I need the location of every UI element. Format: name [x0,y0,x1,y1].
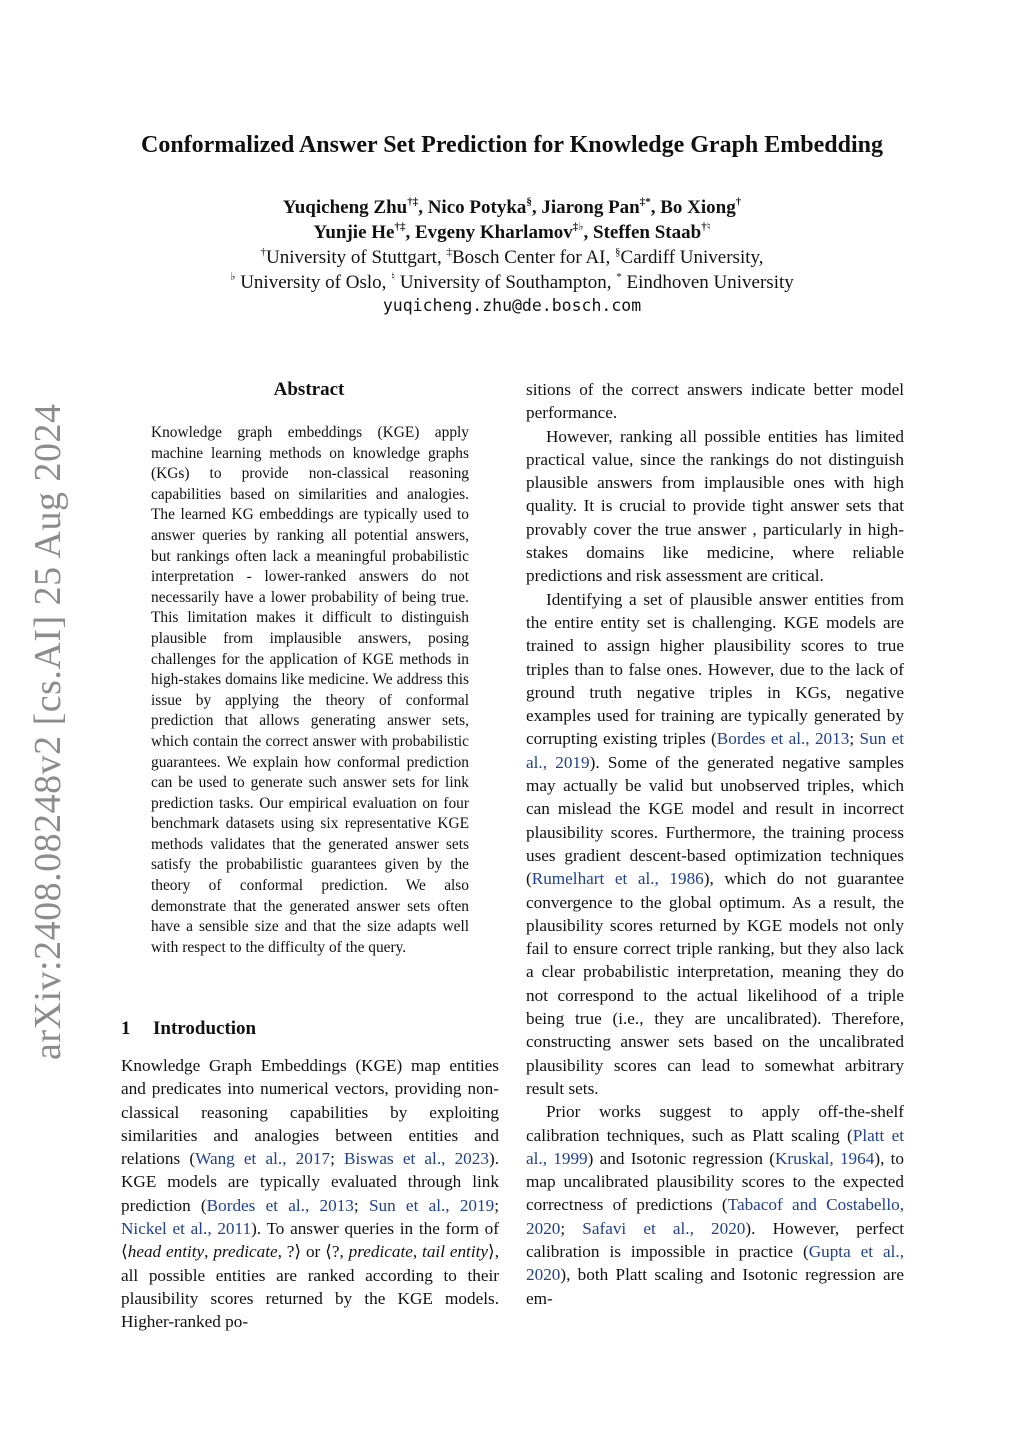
author-mark: § [526,195,532,208]
affiliation: Cardiff University, [620,247,764,268]
section-title: Introduction [153,1018,257,1039]
right-column [526,378,904,1310]
paper-title: Conformalized Answer Set Prediction for Knowledge Graph Embedding [140,132,883,158]
paragraph: Identifying a set of plausible answer entities from the entire entity set is challenging. KGE models are trained to assign higher plausibility scores to true triples than to false ones. However, due to the lack of ground truth negative triples in KGs, negative examples used for training are typically generated by corrupting existing triples (Bordes et al., 2013; Sun et al., 2019). Some of the generated negative samples may actually be valid but unobserved triples, which can mislead the KGE model and result in incorrect plausibility scores. Furthermore, the training process uses gradient descent-based optimization techniques (Rumelhart et al., 1986), which do not guarantee convergence to the global optimum. As a result, the plausibility scores returned by KGE models not only fail to ensure correct triple ranking, but they also lack a clear probabilistic interpretation, meaning they do not correspond to the actual likelihood of a triple being true (i.e., they are uncalibrated). Therefore, constructing answer sets based on the uncalibrated plausibility scores can lead to somewhat arbitrary result sets. [526,589,904,1098]
author: Yuqicheng Zhu [282,197,408,218]
paragraph: However, ranking all possible entities has limited practical value, since the rankings do not distinguish plausible answers from implausible ones with high quality. It is crucial to provide tight answer sets that provably cover the true answer , particularly in high-stakes domains like medicine, where reliable predictions and risk assessment are critical. [526,426,904,586]
affil-mark: ♮ [391,270,396,283]
abstract-body: Knowledge graph embeddings (KGE) apply machine learning methods on knowledge graphs (KGs) to provide non-classical reasoning capabilities based on similarities and analogies. The learned KG embeddings are typically used to answer queries by ranking all potential answers, but rankings often lack a meaningful probabilistic interpretation - lower-ranked answers do not necessarily have a lower probability of being true. This limitation makes it difficult to distinguish plausible from implausible answers, posing challenges for the application of KGE methods in high-stakes domains like medicine. We address this issue by applying the theory of conformal prediction that allows generating answer sets, which contain the correct answer with probabilistic guarantees. We explain how conformal prediction can be used to generate such answer sets for link prediction tasks. Our empirical evaluation on four benchmark datasets using six representative KGE methods validates that the generated answer sets satisfy the probabilistic guarantees given by the theory of conformal prediction. We also demonstrate that the generated answer sets often have a sensible size and that the size adapts well with respect to the difficulty of the query. [151,424,469,956]
citation-link[interactable]: Tabacof and Costabello, 2020 [526,1195,904,1238]
citation-link[interactable]: Platt et al., 1999 [526,1125,904,1168]
section-heading-introduction [121,1016,256,1042]
citation-link[interactable]: Nickel et al., 2011 [121,1219,252,1239]
affil-mark: § [615,245,621,258]
author-mark: ‡* [639,195,651,208]
section-number: 1 [121,1018,131,1039]
affiliation: University of Stuttgart, [265,247,447,268]
affiliation: University of Oslo, [235,272,392,293]
author: Nico Potyka [427,197,527,218]
citation-link[interactable]: Wang et al., 2017 [195,1149,331,1169]
author-line-1: Yuqicheng Zhu†‡, Nico Potyka§, Jiarong Pan‡*, Bo Xiong† [282,195,742,218]
author-mark: ‡♭ [572,220,584,233]
affil-mark: ♭ [230,270,236,283]
citation-link[interactable]: Sun et al., 2019 [526,729,904,772]
citation-link[interactable]: Sun et al., 2019 [368,1195,495,1215]
affiliation: Bosch Center for AI, [451,247,616,268]
affil-mark: † [260,245,266,258]
affiliation-line-2 [0,270,1024,295]
author: Yunjie He [313,222,395,243]
paragraph-continued: sitions of the correct answers indicate better model performance. [526,380,904,423]
author-mark: †♮ [701,220,711,233]
author-mark: †‡ [407,195,419,208]
citation-link[interactable]: Kruskal, 1964 [774,1148,875,1168]
introduction-paragraph: Knowledge Graph Embeddings (KGE) map entities and predicates into numerical vectors, providing non-classical reasoning capabilities by exploiting similarities and analogies between entities and relations (Wang et al., 2017; Biswas et al., 2023). KGE models are typically evaluated through link prediction (Bordes et al., 2013; Sun et al., 2019; Nickel et al., 2011). To answer queries in the form of ⟨head entity, predicate, ?⟩ or ⟨?, predicate, tail entity⟩, all possible entities are ranked according to their plausibility scores returned by the KGE models. Higher-ranked po- [121,1056,500,1332]
citation-link[interactable]: Gupta et al., 2020 [526,1241,904,1285]
affil-mark: * [616,270,622,283]
arxiv-stamp: arXiv:2408.08248v2 [cs.AI] 25 Aug 2024 [27,403,69,1060]
affil-mark: ‡ [446,245,452,258]
author-email[interactable]: yuqicheng.zhu@de.bosch.com [382,296,642,315]
author-mark: †‡ [394,220,406,233]
paragraph: Prior works suggest to apply off-the-shelf calibration techniques, such as Platt scaling (Platt et al., 1999) and Isotonic regression (Kruskal, 1964), to map uncalibrated plausibility scores to the expected correctness of predictions (Tabacof and Costabello, 2020; Safavi et al., 2020). However, perfect calibration is impossible in practice (Gupta et al., 2020), both Platt scaling and Isotonic regression are em- [526,1102,905,1308]
author-line-2: Yunjie He†‡, Evgeny Kharlamov‡♭, Steffen Staab†♮ [313,220,711,243]
citation-link[interactable]: Rumelhart et al., 1986 [531,869,704,889]
author: Evgeny Kharlamov [414,222,573,243]
citation-link[interactable]: Safavi et al., 2020 [582,1218,746,1238]
affiliation-line-1 [0,245,1024,270]
citation-link[interactable]: Bordes et al., 2013 [716,729,850,749]
abstract-heading: Abstract [273,379,345,400]
author: Steffen Staab [593,222,702,243]
citation-link[interactable]: Biswas et al., 2023 [344,1149,489,1169]
citation-link[interactable]: Bordes et al., 2013 [206,1195,354,1215]
author: Bo Xiong [660,197,736,218]
author: Jiarong Pan [541,197,640,218]
affiliation: University of Southampton, [395,272,617,293]
affiliation: Eindhoven University [621,272,794,293]
author-mark: † [735,195,742,208]
